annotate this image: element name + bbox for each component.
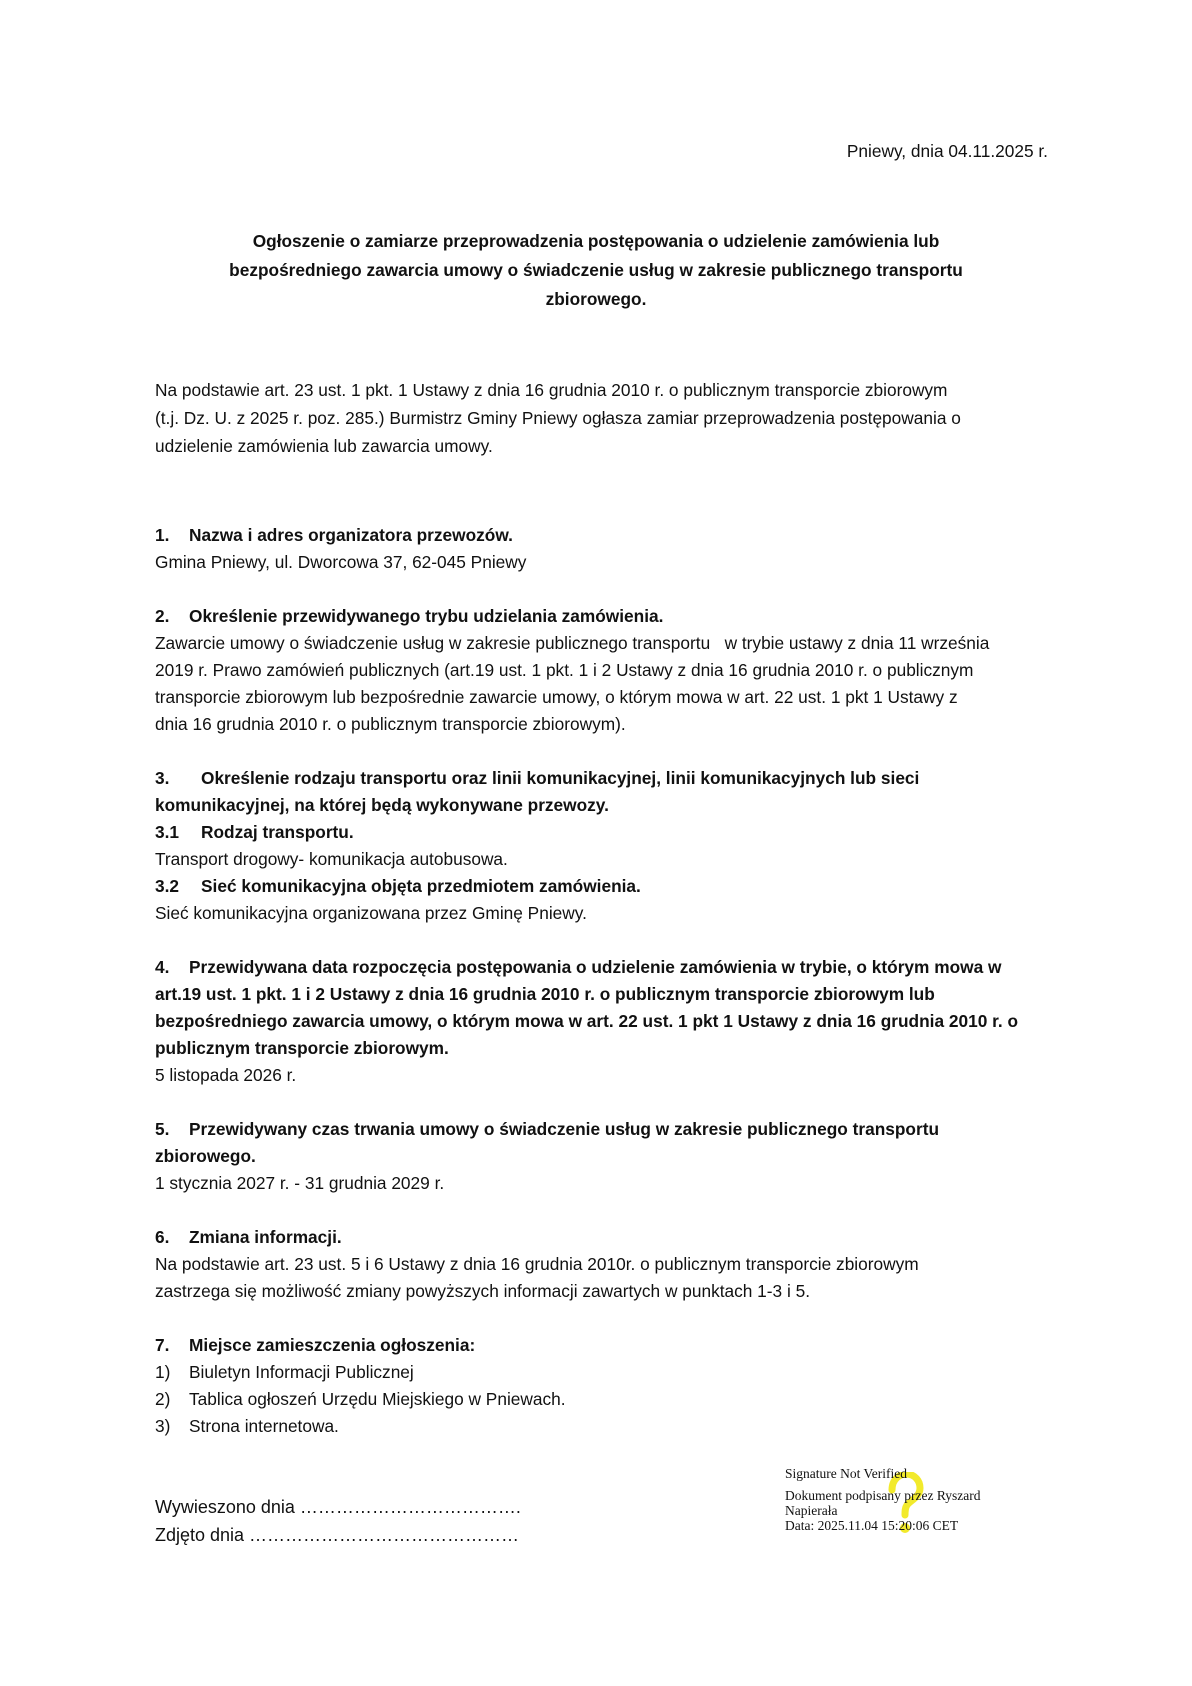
section-body-line: transporcie zbiorowym lub bezpośrednie zawarcie umowy, o którym mowa w art. 22 ust. 1 pkt 1 Ustawy z	[155, 687, 958, 707]
subsection-heading-text: Rodzaj transportu.	[201, 822, 354, 842]
section-number: 4.	[155, 957, 170, 977]
subsection-body: Sieć komunikacyjna organizowana przez Gminę Pniewy.	[155, 903, 587, 923]
section-heading-continued: art.19 ust. 1 pkt. 1 i 2 Ustawy z dnia 16 grudnia 2010 r. o publicznym transporcie zbiorowym lub	[155, 984, 935, 1004]
section-body-line: 2019 r. Prawo zamówień publicznych (art.19 ust. 1 pkt. 1 i 2 Ustawy z dnia 16 grudnia 2010 r. o publicznym	[155, 660, 974, 680]
section-heading	[155, 1332, 1050, 1359]
title-line: Ogłoszenie o zamiarze przeprowadzenia postępowania o udzielenie zamówienia lub	[252, 231, 940, 251]
place-date: Pniewy, dnia 04.11.2025 r.	[846, 141, 1048, 161]
list-item-text: Strona internetowa.	[189, 1416, 339, 1436]
section-heading	[155, 603, 1050, 630]
section-body-line: dnia 16 grudnia 2010 r. o publicznym transporcie zbiorowym).	[155, 714, 626, 734]
section-heading-text: Określenie rodzaju transportu oraz linii komunikacyjnej, linii komunikacyjnych lub sieci	[201, 768, 920, 788]
section-number: 3.	[155, 768, 170, 788]
section-heading-text: Przewidywana data rozpoczęcia postępowania o udzielenie zamówienia w trybie, o którym mowa w	[189, 957, 1002, 977]
removed-date-field: Zdjęto dnia ………………………………………	[155, 1525, 520, 1545]
intro-paragraph	[155, 376, 1050, 460]
section-2	[155, 603, 1050, 738]
posting-record	[155, 1493, 521, 1549]
list-item	[155, 1386, 1050, 1413]
section-number: 5.	[155, 1119, 170, 1139]
section-heading	[155, 522, 1050, 549]
section-heading	[155, 954, 1050, 981]
section-body: Gmina Pniewy, ul. Dworcowa 37, 62-045 Pniewy	[155, 552, 527, 572]
intro-line: (t.j. Dz. U. z 2025 r. poz. 285.) Burmistrz Gminy Pniewy ogłasza zamiar przeprowadzenia postępowania o	[155, 408, 961, 428]
section-1	[155, 522, 1050, 576]
section-heading-text: Przewidywany czas trwania umowy o świadczenie usług w zakresie publicznego transportu	[189, 1119, 940, 1139]
section-heading	[155, 765, 1050, 792]
section-heading-text: Nazwa i adres organizatora przewozów.	[189, 525, 513, 545]
section-number: 6.	[155, 1227, 170, 1247]
subsection-heading	[155, 873, 1050, 900]
section-body: 5 listopada 2026 r.	[155, 1065, 297, 1085]
signature-text	[785, 1466, 1025, 1533]
subsection-number: 3.1	[155, 822, 180, 842]
document-title	[206, 227, 986, 314]
electronic-signature-block	[785, 1466, 1025, 1533]
subsection-number: 3.2	[155, 876, 180, 896]
list-item	[155, 1359, 1050, 1386]
section-body: 1 stycznia 2027 r. - 31 grudnia 2029 r.	[155, 1173, 445, 1193]
list-item-number: 1)	[155, 1362, 171, 1382]
section-body-line: zastrzega się możliwość zmiany powyższych informacji zawartych w punktach 1-3 i 5.	[155, 1281, 810, 1301]
section-heading-continued: publicznym transporcie zbiorowym.	[155, 1038, 449, 1058]
signature-status: Signature Not Verified	[785, 1466, 907, 1481]
section-4	[155, 954, 1050, 1089]
section-7	[155, 1332, 1050, 1440]
publication-places-list	[155, 1359, 1050, 1440]
list-item	[155, 1413, 1050, 1440]
posted-date-field: Wywieszono dnia ……………………………….	[155, 1497, 521, 1517]
subsection-heading	[155, 819, 1050, 846]
list-item-text: Biuletyn Informacji Publicznej	[189, 1362, 414, 1382]
section-number: 7.	[155, 1335, 170, 1355]
subsection-heading-text: Sieć komunikacyjna objęta przedmiotem zamówienia.	[201, 876, 641, 896]
section-number: 2.	[155, 606, 170, 626]
section-heading-text: Zmiana informacji.	[189, 1227, 342, 1247]
section-3	[155, 765, 1050, 927]
title-line: bezpośredniego zawarcia umowy o świadczenie usług w zakresie publicznego transportu	[229, 260, 963, 280]
section-heading-continued: zbiorowego.	[155, 1146, 256, 1166]
list-item-text: Tablica ogłoszeń Urzędu Miejskiego w Pniewach.	[189, 1389, 566, 1409]
section-heading-text: Miejsce zamieszczenia ogłoszenia:	[189, 1335, 476, 1355]
section-body-line: Zawarcie umowy o świadczenie usług w zakresie publicznego transportu w trybie ustawy z dnia 11 września	[155, 633, 990, 653]
intro-line: Na podstawie art. 23 ust. 1 pkt. 1 Ustawy z dnia 16 grudnia 2010 r. o publicznym transporcie zbiorowym	[155, 380, 948, 400]
subsection-body: Transport drogowy- komunikacja autobusowa.	[155, 849, 508, 869]
section-body-line: Na podstawie art. 23 ust. 5 i 6 Ustawy z dnia 16 grudnia 2010r. o publicznym transporcie zbiorowym	[155, 1254, 919, 1274]
section-5	[155, 1116, 1050, 1197]
list-item-number: 3)	[155, 1416, 171, 1436]
section-number: 1.	[155, 525, 170, 545]
section-heading	[155, 1116, 1050, 1143]
signature-date: Data: 2025.11.04 15:20:06 CET	[785, 1518, 959, 1533]
list-item-number: 2)	[155, 1389, 171, 1409]
section-heading	[155, 1224, 1050, 1251]
section-6	[155, 1224, 1050, 1305]
title-line: zbiorowego.	[545, 289, 647, 309]
intro-line: udzielenie zamówienia lub zawarcia umowy.	[155, 436, 493, 456]
signature-signer-name: Napierała	[785, 1503, 838, 1518]
signature-signer-line: Dokument podpisany przez Ryszard	[785, 1488, 981, 1503]
section-heading-continued: komunikacyjnej, na której będą wykonywane przewozy.	[155, 795, 609, 815]
section-heading-text: Określenie przewidywanego trybu udzielania zamówienia.	[189, 606, 664, 626]
section-heading-continued: bezpośredniego zawarcia umowy, o którym mowa w art. 22 ust. 1 pkt 1 Ustawy z dnia 16 grudnia 2010 r. o	[155, 1011, 1019, 1031]
sections-list	[155, 522, 1050, 1467]
